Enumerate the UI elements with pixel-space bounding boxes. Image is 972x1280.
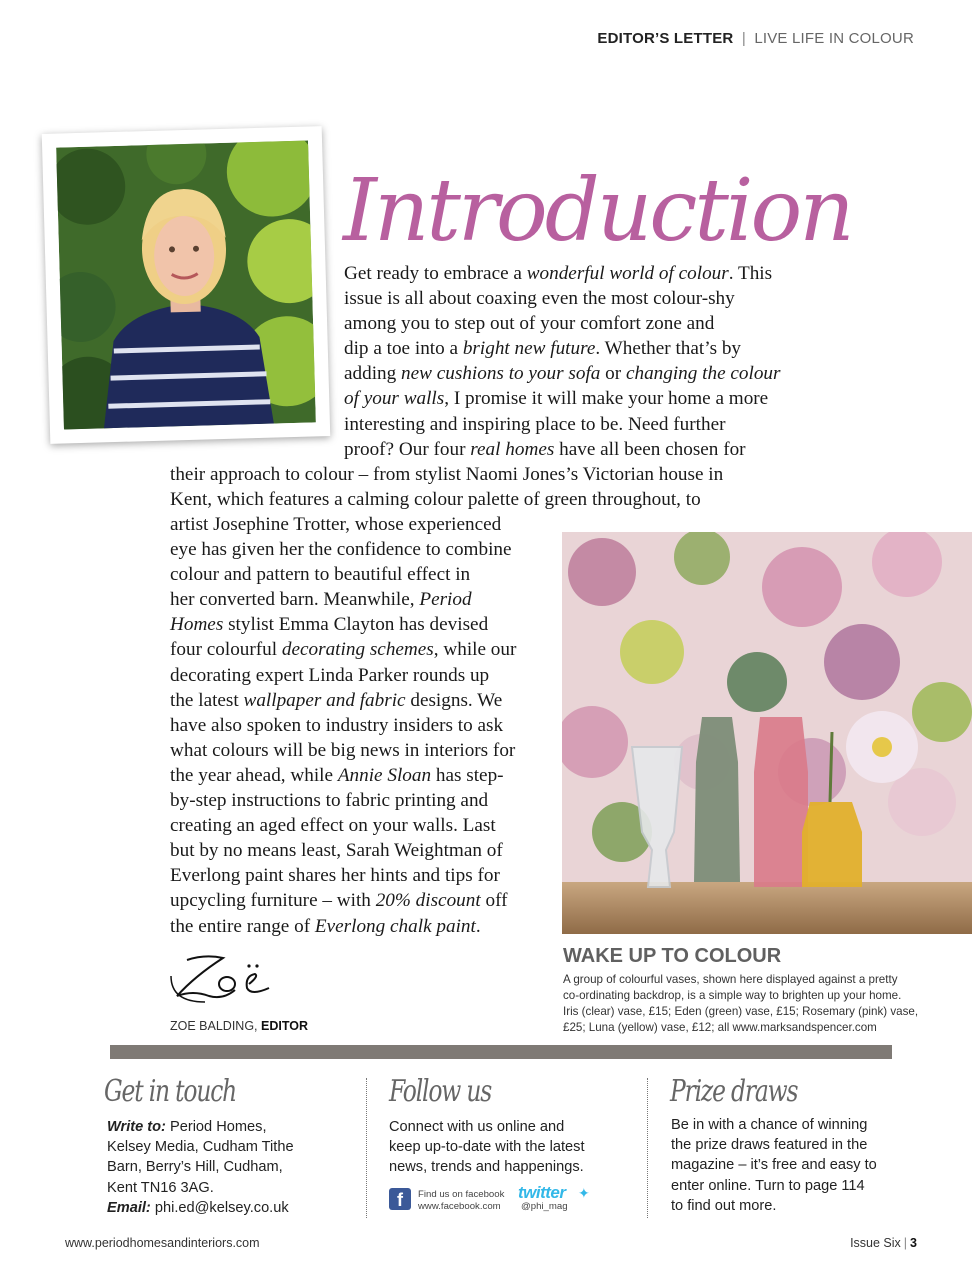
- caption-text: [563, 972, 918, 1036]
- body-run: have all been chosen for: [554, 438, 746, 460]
- body-emphasis: wonderful world of colour: [526, 263, 729, 284]
- twitter-logo[interactable]: twitter: [518, 1183, 566, 1202]
- section-label: EDITOR’S LETTER: [597, 30, 734, 47]
- issue-label: Issue Six: [850, 1236, 901, 1250]
- body-run: eye has given her the confidence to combine: [170, 539, 512, 561]
- body-emphasis: new cushions to your sofa: [401, 363, 601, 385]
- body-line: [170, 512, 516, 537]
- body-run: Kent, which features a calming colour palette of green throughout, to: [170, 489, 701, 511]
- body-emphasis: Everlong chalk paint: [314, 915, 476, 937]
- body-run: . This: [728, 263, 773, 284]
- body-text-lower: [170, 512, 516, 939]
- body-run: the entire range of: [170, 915, 315, 937]
- email-label: Email:: [107, 1199, 151, 1216]
- body-line: [170, 663, 516, 688]
- body-line: [170, 462, 723, 487]
- website-url[interactable]: www.periodhomesandinteriors.com: [65, 1236, 260, 1250]
- page-title: Introduction: [343, 161, 852, 261]
- caption-line: Iris (clear) vase, £15; Eden (green) vase, £15; Rosemary (pink) vase,: [563, 1005, 919, 1018]
- prize-line: Be in with a chance of winning: [671, 1117, 868, 1133]
- address-line: Barn, Berry’s Hill, Cudham,: [107, 1159, 283, 1176]
- body-line: [344, 261, 781, 286]
- body-line: [170, 738, 516, 763]
- caption-line: A group of colourful vases, shown here displayed against a pretty: [563, 973, 898, 986]
- body-text-wide: [170, 462, 723, 512]
- body-emphasis: of your walls: [344, 388, 445, 410]
- twitter-bird-icon: ✦: [578, 1185, 590, 1201]
- page-number: 3: [910, 1236, 917, 1250]
- body-emphasis: Homes: [170, 614, 224, 636]
- body-run: designs. We: [405, 689, 503, 711]
- section-subtitle: LIVE LIFE IN COLOUR: [754, 30, 914, 47]
- body-line: [170, 537, 516, 562]
- body-run: adding: [344, 363, 402, 385]
- body-run: . Whether that’s by: [595, 338, 742, 360]
- body-run: the latest: [170, 689, 244, 711]
- body-run: off: [480, 890, 508, 912]
- editor-name: ZOE BALDING,: [170, 1019, 258, 1033]
- body-line: [170, 788, 516, 813]
- body-run: stylist Emma Clayton has devised: [223, 614, 489, 636]
- vases-image: [562, 532, 972, 934]
- body-run: the year ahead, while: [170, 764, 338, 786]
- body-line: [170, 688, 516, 713]
- twitter-handle[interactable]: @phi_mag: [521, 1201, 568, 1212]
- editor-credit: [170, 1019, 308, 1033]
- body-run: Get ready to embrace a: [344, 263, 527, 284]
- prize-line: the prize draws featured in the: [671, 1137, 868, 1154]
- body-line: [170, 763, 516, 788]
- body-line: [344, 437, 781, 462]
- write-to-label: Write to:: [107, 1119, 166, 1135]
- body-emphasis: changing the colour: [625, 363, 781, 385]
- body-line: [344, 286, 781, 311]
- body-run: what colours will be big news in interiors for: [170, 739, 516, 761]
- body-run: colour and pattern to beautiful effect in: [170, 564, 471, 586]
- editor-signature: [165, 946, 285, 1013]
- editor-photo: [42, 126, 331, 444]
- email-address[interactable]: phi.ed@kelsey.co.uk: [154, 1199, 289, 1216]
- prize-draws-heading: Prize draws: [670, 1074, 798, 1109]
- body-line: [344, 336, 781, 361]
- caption-heading: WAKE UP TO COLOUR: [563, 945, 782, 967]
- column-divider: [366, 1078, 367, 1218]
- body-emphasis: real homes: [470, 438, 555, 460]
- body-run: or: [600, 363, 626, 385]
- header-separator: |: [741, 30, 746, 47]
- caption-line: co-ordinating backdrop, is a simple way to brighten up your home.: [563, 989, 902, 1002]
- body-line: [170, 562, 516, 587]
- body-emphasis: Period: [419, 589, 472, 611]
- body-run: upcycling furniture – with: [170, 890, 376, 912]
- body-run: has step-: [431, 764, 504, 786]
- address-line: Period Homes,: [169, 1119, 267, 1135]
- body-line: [170, 612, 516, 637]
- body-run: proof? Our four: [344, 438, 471, 460]
- address-line: Kelsey Media, Cudham Tithe: [107, 1139, 294, 1156]
- caption-line: £25; Luna (yellow) vase, £12; all www.marksandspencer.com: [563, 1021, 877, 1034]
- follow-us-heading: Follow us: [389, 1074, 492, 1109]
- folio-separator: |: [903, 1236, 908, 1250]
- body-run: creating an aged effect on your walls. Last: [170, 815, 496, 837]
- body-run: four colourful: [170, 639, 282, 661]
- body-emphasis: decorating schemes: [281, 639, 434, 661]
- prize-line: magazine – it’s free and easy to: [671, 1157, 877, 1174]
- body-text-upper: [344, 261, 781, 462]
- body-run: issue is all about coaxing even the most colour-shy: [344, 288, 735, 310]
- body-line: [170, 713, 516, 738]
- facebook-link[interactable]: [418, 1189, 504, 1213]
- body-run: but by no means least, Sarah Weightman of: [170, 840, 503, 862]
- body-line: [170, 888, 516, 913]
- body-line: [170, 838, 516, 863]
- body-run: her converted barn. Meanwhile,: [170, 589, 420, 611]
- body-line: [170, 637, 516, 662]
- body-run: dip a toe into a: [344, 338, 463, 360]
- body-emphasis: wallpaper and fabric: [243, 689, 406, 711]
- body-line: [170, 587, 516, 612]
- address-line: Kent TN16 3AG.: [107, 1179, 214, 1196]
- running-header: [597, 30, 914, 47]
- body-emphasis: bright new future: [462, 338, 596, 360]
- body-run: , I promise it will make your home a more: [444, 388, 769, 410]
- body-run: , while our: [433, 639, 517, 661]
- body-line: [170, 914, 516, 939]
- section-divider-bar: [110, 1045, 892, 1059]
- body-run: their approach to colour – from stylist Naomi Jones’s Victorian house in: [170, 464, 724, 485]
- get-in-touch-text: [107, 1117, 294, 1218]
- follow-us-text: [389, 1117, 585, 1178]
- body-emphasis: 20% discount: [375, 890, 481, 912]
- body-run: by-step instructions to fabric printing and: [170, 790, 489, 812]
- vases-photo: [562, 532, 972, 934]
- facebook-line: Find us on facebook: [418, 1189, 505, 1200]
- body-line: [344, 311, 781, 336]
- prize-draws-text: [671, 1115, 877, 1216]
- facebook-url[interactable]: www.facebook.com: [418, 1201, 501, 1212]
- body-line: [344, 361, 781, 386]
- editor-role: EDITOR: [261, 1019, 309, 1033]
- body-run: decorating expert Linda Parker rounds up: [170, 664, 490, 686]
- body-line: [344, 412, 781, 437]
- body-line: [170, 863, 516, 888]
- body-run: artist Josephine Trotter, whose experienced: [170, 514, 502, 535]
- follow-line: news, trends and happenings.: [389, 1159, 584, 1176]
- body-run: among you to step out of your comfort zone and: [344, 313, 715, 335]
- body-line: [170, 487, 723, 512]
- body-run: .: [475, 915, 481, 937]
- column-divider: [647, 1078, 648, 1218]
- follow-line: Connect with us online and: [389, 1119, 565, 1135]
- body-run: have also spoken to industry insiders to ask: [170, 714, 504, 736]
- prize-line: to find out more.: [671, 1197, 777, 1214]
- body-emphasis: Annie Sloan: [337, 764, 432, 786]
- body-line: [344, 386, 781, 411]
- body-line: [170, 813, 516, 838]
- prize-line: enter online. Turn to page 114: [671, 1177, 865, 1194]
- get-in-touch-heading: Get in touch: [104, 1074, 237, 1109]
- facebook-icon[interactable]: f: [389, 1188, 411, 1210]
- issue-folio: [850, 1236, 917, 1250]
- body-run: Everlong paint shares her hints and tips for: [170, 865, 500, 887]
- body-run: interesting and inspiring place to be. Need further: [344, 413, 726, 435]
- editor-portrait-image: [56, 141, 316, 430]
- follow-line: keep up-to-date with the latest: [389, 1139, 585, 1156]
